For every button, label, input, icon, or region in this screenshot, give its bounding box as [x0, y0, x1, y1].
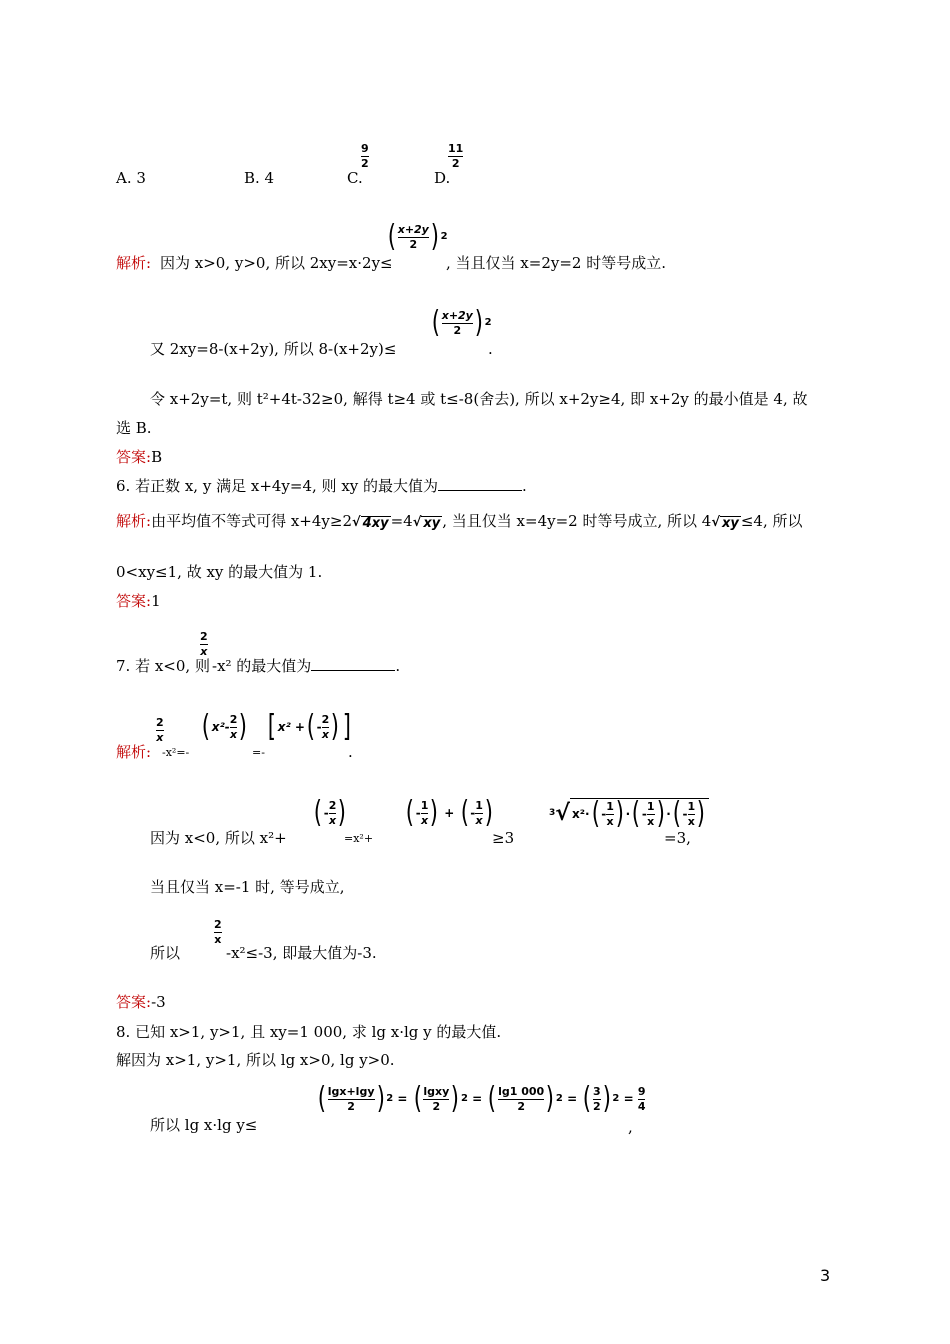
- q5-line2-fraction: ( $\frac{x+2y}{2}$ ) 2: [431, 305, 492, 340]
- q8-expression: ( $\frac{\lg x+\lg y}{2}$ ) 2 = ( $\frac{\text{lgxy}}{2}$ ) 2 = ( $\frac{\lg 1 000}{2}$ ) 2 = ( $\frac{3}{2}$ ) 2 = $\frac{9}{4}$: [317, 1081, 646, 1116]
- q7-l2-b: =x²+: [344, 832, 374, 845]
- q5-answer-label: 答案:: [116, 448, 152, 466]
- q7-an-b: =-: [252, 746, 265, 759]
- q6-line2: 0<xy≤1, 故 xy 的最大值为 1.: [116, 563, 323, 581]
- q7-l2-d: =3,: [664, 829, 691, 847]
- q7-question-b: -x² 的最大值为 .: [212, 657, 401, 675]
- q7-l4-frac: $\frac{2}{x}$: [214, 918, 222, 946]
- option-c-label: C.: [347, 169, 363, 187]
- option-b: B. 4: [244, 169, 275, 187]
- q7-l2-frac: ( - $\frac{2}{x}$ ): [313, 795, 347, 830]
- q5-line3: 令 x+2y=t, 则 t²+4t-32≥0, 解得 t≥4 或 t≤-8(舍去), 所以 x+2y≥4, 即 x+2y 的最小值是 4, 故: [150, 390, 808, 408]
- option-d-label: D.: [434, 169, 451, 187]
- q7-an-expr2: [ x² + ( - $\frac{2}{x}$ ) ]: [267, 709, 351, 744]
- q6-question: 6. 若正数 x, y 满足 x+4y=4, 则 xy 的最大值为 .: [116, 477, 527, 495]
- q5-answer-value: B: [151, 448, 163, 466]
- q6-answer: 答案:1: [116, 592, 161, 610]
- q5-line1-pre: 因为 x>0, y>0, 所以 2xy=x·2y≤: [160, 254, 393, 272]
- option-a: A. 3: [116, 169, 146, 187]
- option-d-denominator: 2: [451, 156, 460, 170]
- q6-analysis-line1: 解析:由平均值不等式可得 x+4y≥2 √ 4xy =4 √ xy , 当且仅当 x=4y=2 时等号成立, 所以 4 √ xy ≤4, 所以: [116, 512, 803, 531]
- q7-l4-a: 所以: [150, 944, 181, 962]
- q7-l4-b: -x²≤-3, 即最大值为-3.: [226, 944, 377, 962]
- q5-analysis-label: 解析:: [116, 254, 152, 272]
- q7-question-frac: $\frac{2}{x}$: [200, 630, 208, 658]
- sqrt-xy-2: √ xy: [711, 515, 739, 531]
- answer-blank-7: [311, 669, 395, 671]
- q7-cube-root: 3 √ x²· ( - $\frac{1}{x}$ ) · ( - $\frac{1}{x}$ ) · ( - $\frac{1}{x}$ ): [549, 798, 709, 829]
- q7-l2-c: ≥3: [492, 829, 515, 847]
- page-number: 3: [820, 1266, 831, 1285]
- option-c-denominator: 2: [361, 156, 369, 170]
- q8-question: 8. 已知 x>1, y>1, 且 xy=1 000, 求 lg x·lg y 的最大值.: [116, 1023, 502, 1041]
- q8-line2-a: 所以 lg x·lg y≤: [150, 1116, 258, 1134]
- q7-l2-a: 因为 x<0, 所以 x²+: [150, 829, 287, 847]
- q8-line2-b: ,: [628, 1118, 633, 1136]
- q7-question-a: 7. 若 x<0, 则: [116, 657, 210, 675]
- q7-an-frac: $\frac{2}{x}$: [156, 716, 164, 744]
- q7-l3: 当且仅当 x=-1 时, 等号成立,: [150, 878, 345, 896]
- q7-an-a: -x²=-: [162, 746, 190, 759]
- option-d-numerator: 11: [448, 142, 464, 155]
- q5-answer: [116, 450, 162, 465]
- q8-line1: 解因为 x>1, y>1, 所以 lg x>0, lg y>0.: [116, 1051, 395, 1069]
- q5-line2-pre: 又 2xy=8-(x+2y), 所以 8-(x+2y)≤: [150, 340, 397, 358]
- q5-line4: 选 B.: [116, 419, 152, 437]
- answer-blank: [438, 489, 522, 491]
- q7-answer: 答案:-3: [116, 993, 166, 1011]
- q6-analysis-label: 解析:: [116, 512, 152, 530]
- option-d-fraction: [448, 140, 463, 169]
- q7-l2-sum: ( - $\frac{1}{x}$ ) + ( - $\frac{1}{x}$ ): [405, 795, 493, 830]
- sqrt-xy: √ xy: [412, 515, 441, 531]
- q5-line2-post: .: [488, 340, 493, 358]
- q7-an-c: .: [348, 743, 353, 761]
- option-c-numerator: 9: [361, 142, 369, 155]
- q5-line1-post: , 当且仅当 x=2y=2 时等号成立.: [446, 254, 666, 272]
- option-c-fraction: [361, 140, 369, 169]
- sqrt-4xy: √ 4xy: [352, 515, 389, 531]
- q7-an-expr1: ( x²- $\frac{2}{x}$ ): [201, 709, 248, 744]
- q5-fraction-squared: ( $\frac{x+2y}{2}$ ) 2: [387, 219, 448, 254]
- q7-analysis-label: 解析:: [116, 743, 152, 761]
